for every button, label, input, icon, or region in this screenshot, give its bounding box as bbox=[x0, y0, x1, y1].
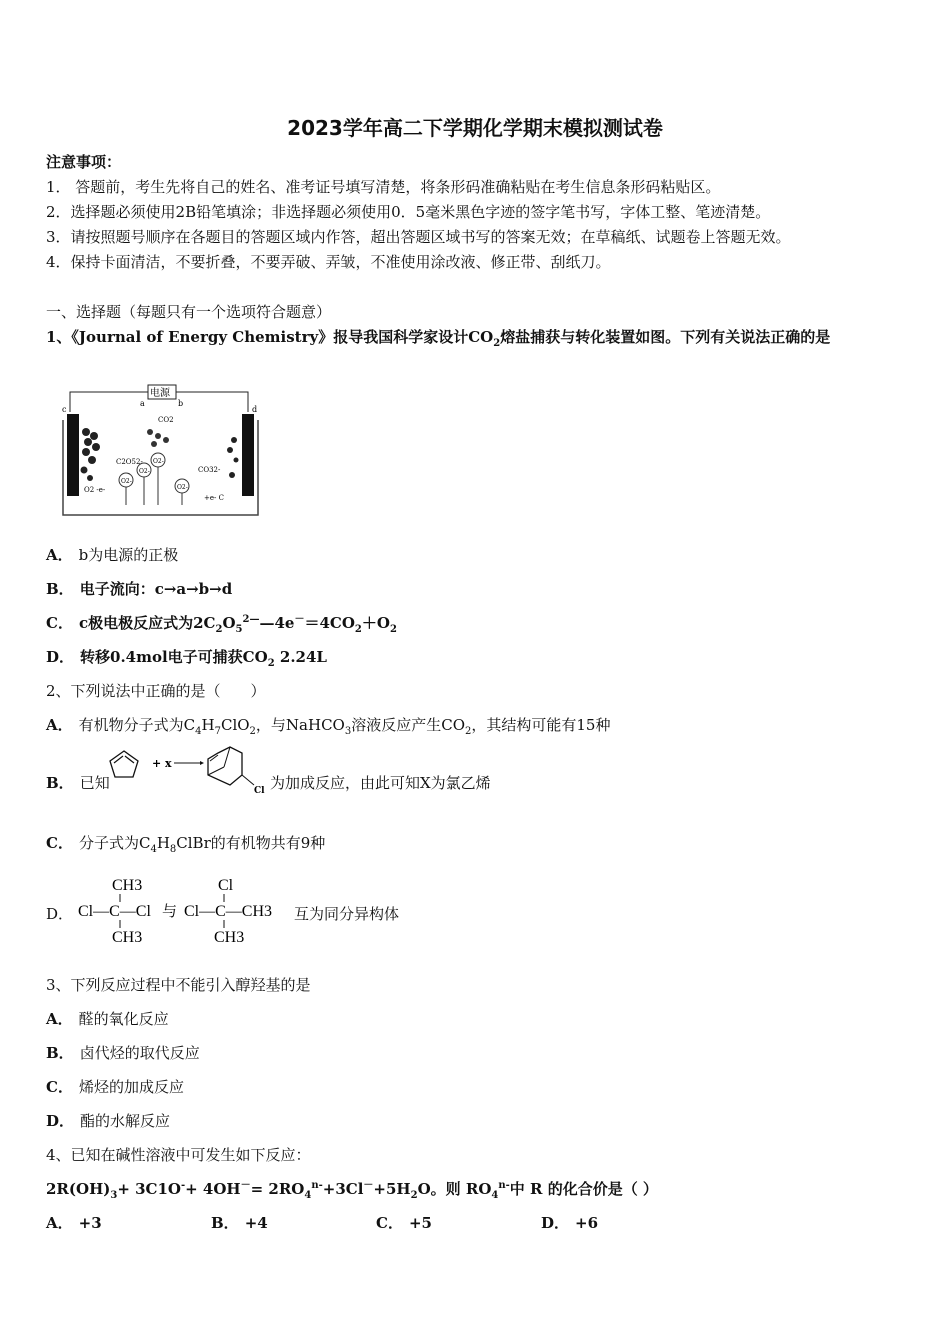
q1-option-d[interactable]: D． 转移0.4mol电子可捕获$CO_2$ 2.24L bbox=[46, 648, 327, 669]
svg-text:O2 -e-: O2 -e- bbox=[84, 486, 106, 494]
svg-text:Cl: Cl bbox=[254, 786, 265, 796]
svg-text:d: d bbox=[252, 405, 258, 414]
svg-text:CH3: CH3 bbox=[214, 929, 245, 946]
q3-option-c[interactable]: C． 烯烃的加成反应 bbox=[46, 1078, 184, 1096]
q4-option-d[interactable]: D． +6 bbox=[541, 1214, 599, 1232]
notice-heading: 注意事项： bbox=[46, 153, 122, 171]
svg-text:CO2: CO2 bbox=[158, 416, 174, 424]
q2-option-d-label[interactable]: D． bbox=[46, 905, 74, 923]
svg-text:+ x: + x bbox=[152, 757, 172, 770]
q1-stem: 1、《Journal of Energy Chemistry》报导我国科学家设计$CO_2$熔盐捕获与转化装置如图。下列有关说法正确的是 bbox=[46, 328, 831, 349]
q3-option-b[interactable]: B． 卤代烃的取代反应 bbox=[46, 1044, 200, 1062]
q2-option-c[interactable]: C． 分子式为$C_4H_8ClBr$的有机物共有9种 bbox=[46, 834, 326, 855]
svg-text:O2-: O2- bbox=[153, 458, 164, 465]
notice-item-2: 2．选择题必须使用2B铅笔填涂；非选择题必须使用0．5毫米黑色字迹的签字笔书写，字体工整、笔迹清楚。 bbox=[46, 203, 771, 221]
svg-text:b: b bbox=[178, 399, 184, 408]
q4-option-a[interactable]: A． +3 bbox=[46, 1214, 102, 1232]
svg-text:a: a bbox=[140, 399, 145, 408]
notice-item-3: 3．请按照题号顺序在各题目的答题区域内作答，超出答题区域书写的答案无效；在草稿纸、试题卷上答题无效。 bbox=[46, 228, 791, 246]
q1-option-a[interactable]: A． b为电源的正极 bbox=[46, 546, 179, 564]
q2-diels-alder-figure bbox=[104, 745, 274, 797]
q4-equation: $2R(OH)_3+ 3C1O^-+ 4OH^-= 2RO_4^{n-}+3Cl^-+5H_2O$。则 $RO_4^{n-}$中 R 的化合价是（ ） bbox=[46, 1180, 658, 1201]
q2-stem: 2、下列说法中正确的是（ ） bbox=[46, 682, 266, 700]
q2-option-b-label[interactable]: B． 已知 bbox=[46, 774, 110, 792]
q4-option-b[interactable]: B． +4 bbox=[211, 1214, 268, 1232]
svg-text:CO32-: CO32- bbox=[198, 466, 221, 474]
svg-text:CH3: CH3 bbox=[112, 929, 143, 946]
q3-option-a[interactable]: A． 醛的氧化反应 bbox=[46, 1010, 169, 1028]
q2-option-a[interactable]: A． 有机物分子式为$C_4H_7ClO_2$，与NaHCO$_3$溶液反应产生$CO_2$，其结构可能有15种 bbox=[46, 716, 611, 737]
svg-text:Cl: Cl bbox=[218, 877, 234, 894]
svg-text:Cl—C—CH3: Cl—C—CH3 bbox=[184, 903, 273, 920]
notice-item-1: 1． 答题前，考生先将自己的姓名、准考证号填写清楚，将条形码准确粘贴在考生信息条形码粘贴区。 bbox=[46, 178, 721, 196]
q4-option-c[interactable]: C． +5 bbox=[376, 1214, 432, 1232]
svg-text:O2-: O2- bbox=[177, 484, 188, 491]
svg-text:与: 与 bbox=[162, 904, 178, 920]
q1-option-c[interactable]: C． c极电极反应式为$2C_2O_5^{2—}—4e^-=4CO_2+O_2$ bbox=[46, 614, 397, 635]
svg-text:CH3: CH3 bbox=[112, 877, 143, 894]
svg-text:O2-: O2- bbox=[121, 478, 132, 485]
q2-option-d-text: 互为同分异构体 bbox=[294, 905, 400, 923]
svg-text:C2O52-: C2O52- bbox=[116, 458, 143, 466]
page-title: 2023学年高二下学期化学期末模拟测试卷 bbox=[287, 116, 663, 140]
q2-option-b-text: 为加成反应，由此可知X为氯乙烯 bbox=[270, 774, 491, 792]
q4-options bbox=[46, 1212, 706, 1233]
svg-text:O2-: O2- bbox=[139, 468, 150, 475]
svg-text:+e- C: +e- C bbox=[204, 494, 224, 502]
q4-stem: 4、已知在碱性溶液中可发生如下反应： bbox=[46, 1146, 311, 1164]
svg-text:c: c bbox=[62, 405, 67, 414]
power-label: 电源 bbox=[150, 388, 170, 399]
q2-d-structures bbox=[76, 870, 296, 950]
svg-text:Cl—C—Cl: Cl—C—Cl bbox=[78, 903, 151, 920]
notice-item-4: 4．保持卡面清洁，不要折叠，不要弄破、弄皱，不准使用涂改液、修正带、刮纸刀。 bbox=[46, 253, 611, 271]
q1-electrolysis-figure bbox=[58, 380, 268, 520]
q1-option-b[interactable]: B． 电子流向：c→a→b→d bbox=[46, 580, 233, 598]
q3-stem: 3、下列反应过程中不能引入醇羟基的是 bbox=[46, 976, 311, 994]
section-heading: 一、选择题（每题只有一个选项符合题意） bbox=[46, 303, 332, 321]
q3-option-d[interactable]: D． 酯的水解反应 bbox=[46, 1112, 171, 1130]
